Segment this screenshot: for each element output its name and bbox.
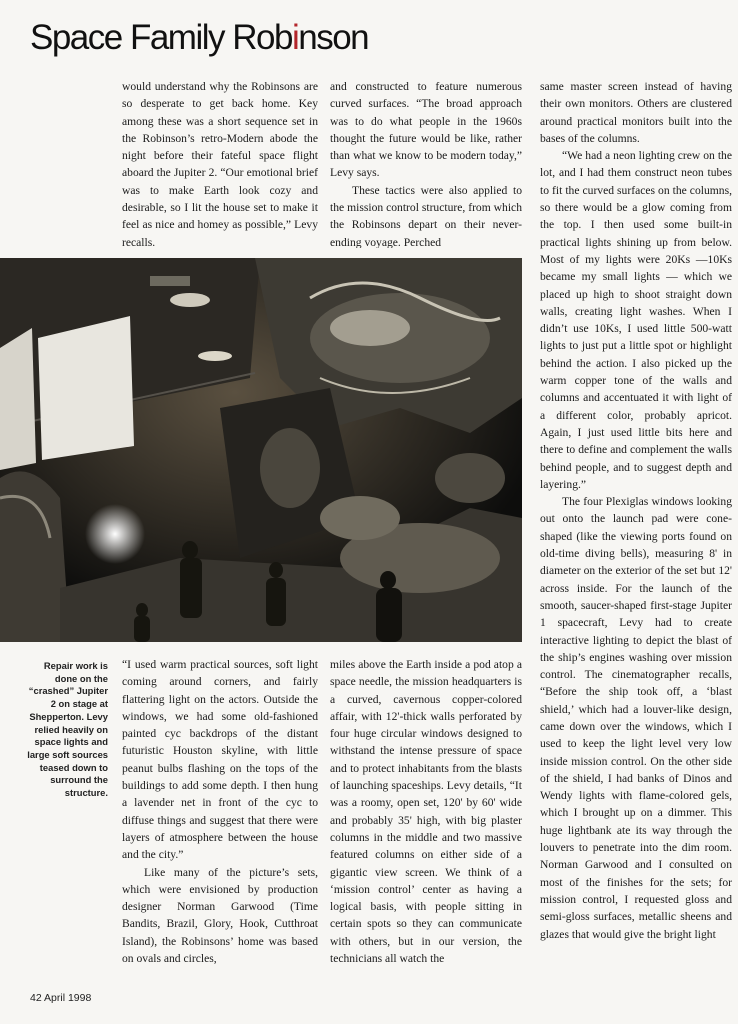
paragraph: Like many of the picture’s sets, which were envisioned by production designer Norman Garwood (Time Bandits, Brazil, Glory, Hook, Cutthroat Island), the Robinsons’ home was based on ovals and circles, xyxy=(122,865,318,966)
paragraph: would understand why the Robinsons are so desperate to get back home. Key among these was a short sequence set in the Robinson’s retro-Modern abode the night before their fateful space flight aboard the Jupiter 2. “Our emotional brief was to make Earth look cozy and desirable, so I lit the house set to make it feel as nice and homey as possible,” Levy recalls. xyxy=(122,80,318,248)
set-photo xyxy=(0,258,522,642)
paragraph: miles above the Earth inside a pod atop a space needle, the mission headquarters is a curved, cavernous copper-colored affair, with 12'-thick walls perforated by four huge circular windows designed to withstand the intense pressure of space and to protect inhabitants from the blasts of launching spaceships. Levy details, “It was a roomy, open set, 120' by 60' wide and probably 35' high, with big plaster columns in the middle and two massive featured columns on either side of a gigantic view screen. We think of a ‘mission control’ center as having a logical basis, with people sitting in certain spots so they can communicate with others, but in our version, the technicians all watch the xyxy=(330,658,522,966)
article-title-part-1: Space Family Rob xyxy=(30,18,292,57)
text-column-3 xyxy=(540,78,732,988)
article-title-part-2: nson xyxy=(298,18,369,57)
paragraph: “I used warm practical sources, soft light coming around corners, and fairly flattering light on the actors. Outside the windows, we had some old-fashioned painted cyc backdrops of the distant futuristic Houston skyline, with little peanut bulbs flashing on the tops of the buildings to add some depth. I then hung a lavender net in front of the cyc to diffuse things and suggest that there were layers of atmosphere between the house and the city.” xyxy=(122,658,318,862)
film-set-photo-icon xyxy=(0,258,522,642)
text-column-1 xyxy=(122,78,318,248)
paragraph: “We had a neon lighting crew on the lot, and I had them construct neon tubes to fit the curved surfaces on the columns, so there would be a glow coming from the top. I then used some built-in practical lights shining up from below. Most of my lights were 20Ks —10Ks became my small lights — which we placed up high to shoot straight down walls, creating light washes. When I didn’t use 10Ks, I used little 500-watt lights to just put a little spot or highlight behind the action. I also picked up the warm copper tone of the walls and columns and accentuated it with light of a different color, probably apricot. Again, I just used little bits here and there to define and complement the walls behind people, and to suggest depth and layering.” xyxy=(540,149,732,491)
photo-caption: Repair work is done on the “crashed” Jupiter 2 on stage at Shepperton. Levy relied heavily on space lights and large soft sources teased down to surround the structure. xyxy=(27,660,108,799)
article-title xyxy=(30,20,368,55)
text-column-2 xyxy=(330,78,522,248)
paragraph: The four Plexiglas windows looking out onto the launch pad were cone-shaped (like the viewing ports found on old-time diving bells), measuring 8' in diameter on the exterior of the set but 12' across inside. For the launch of the smooth, saucer-shaped first-stage Jupiter 1 spacecraft, Levy had to create interactive lighting to depict the blast of the ship’s engines washing over mission control. The cinematographer recalls, “Before the ship took off, a ‘blast shield,’ which had a louver-like design, came down over the windows, which I used to keep the light level very low inside mission control. On the other side of the shield, I had banks of Dinos and Wendy lights with flame-colored gels, which I brought up on a dimmer. This huge lightbank ate its way through the louvers to penetrate into the dim room. Norman Garwood and I consulted on most of the finishes for the sets; for mission control, I requested gloss and semi-gloss surfaces, metallic sheens and glazes that would give the bright light xyxy=(540,495,732,941)
article-title-accent: i xyxy=(291,18,299,57)
paragraph: These tactics were also applied to the mission control structure, from which the Robinsons depart on their never-ending voyage. Perched xyxy=(330,183,522,248)
paragraph: and constructed to feature numerous curved surfaces. “The broad approach was to do what people in the 1960s thought the future would be like, rather than what we know to be modern today,” Levy says. xyxy=(330,80,522,180)
text-column-4 xyxy=(122,656,318,986)
page-folio: 42 April 1998 xyxy=(30,992,92,1004)
paragraph: same master screen instead of having their own monitors. Others are clustered around practical monitors built into the bases of the columns. xyxy=(540,80,732,145)
text-column-5 xyxy=(330,656,522,986)
